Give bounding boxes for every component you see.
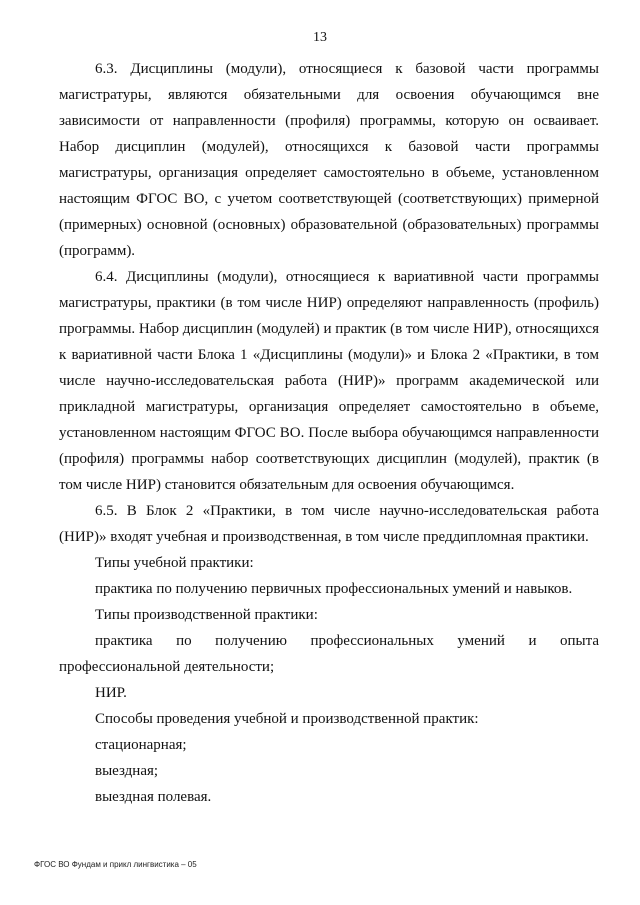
edu-practice-types-heading: Типы учебной практики: — [95, 555, 254, 571]
page-number: 13 — [313, 30, 327, 45]
method-field-expedition: выездная полевая. — [95, 789, 212, 805]
paragraph-6-4: 6.4. Дисциплины (модули), относящиеся к вариативной части программы магистратуры, практики (в том числе НИР) определяют направленность (профиль) программы. Набор дисциплин (модулей) и практик (в том числе НИР), относящихся к вариативной части Блока 1 «Дисциплины (модули)» и Блока 2 «Практики, в том числе научно-исследовательская работа (НИР)» программ академической или прикладной магистратуры, организация определяет самостоятельно в объеме, установленном настоящим ФГОС ВО. После выбора обучающимся направленности (профиля) программы набор соответствующих дисциплин (модулей), практик (в том числе НИР) становится обязательным для освоения обучающимся. — [59, 269, 599, 493]
document-body — [59, 56, 599, 810]
paragraph-6-3: 6.3. Дисциплины (модули), относящиеся к базовой части программы магистратуры, являются обязательными для освоения обучающимся вне зависимости от направленности (профиля) программы, которую он осваивает. Набор дисциплин (модулей), относящихся к базовой части программы магистратуры, организация определяет самостоятельно в объеме, установленном настоящим ФГОС ВО, с учетом соответствующей (соответствующих) примерной (примерных) основной (основных) образовательной (образовательных) программы (программ). — [59, 61, 599, 259]
edu-practice-item: практика по получению первичных профессиональных умений и навыков. — [95, 581, 573, 597]
nir-item: НИР. — [95, 685, 127, 701]
method-field: выездная; — [95, 763, 159, 779]
method-stationary: стационарная; — [95, 737, 187, 753]
practice-methods-heading: Способы проведения учебной и производственной практик: — [95, 711, 479, 727]
document-footer: ФГОС ВО Фундам и прикл лингвистика – 05 — [34, 860, 197, 869]
paragraph-6-5: 6.5. В Блок 2 «Практики, в том числе научно-исследовательская работа (НИР)» входят учебная и производственная, в том числе преддипломная практики. — [59, 503, 599, 545]
prod-practice-types-heading: Типы производственной практики: — [95, 607, 318, 623]
prod-practice-item: практика по получению профессиональных умений и опыта профессиональной деятельности; — [59, 633, 599, 675]
